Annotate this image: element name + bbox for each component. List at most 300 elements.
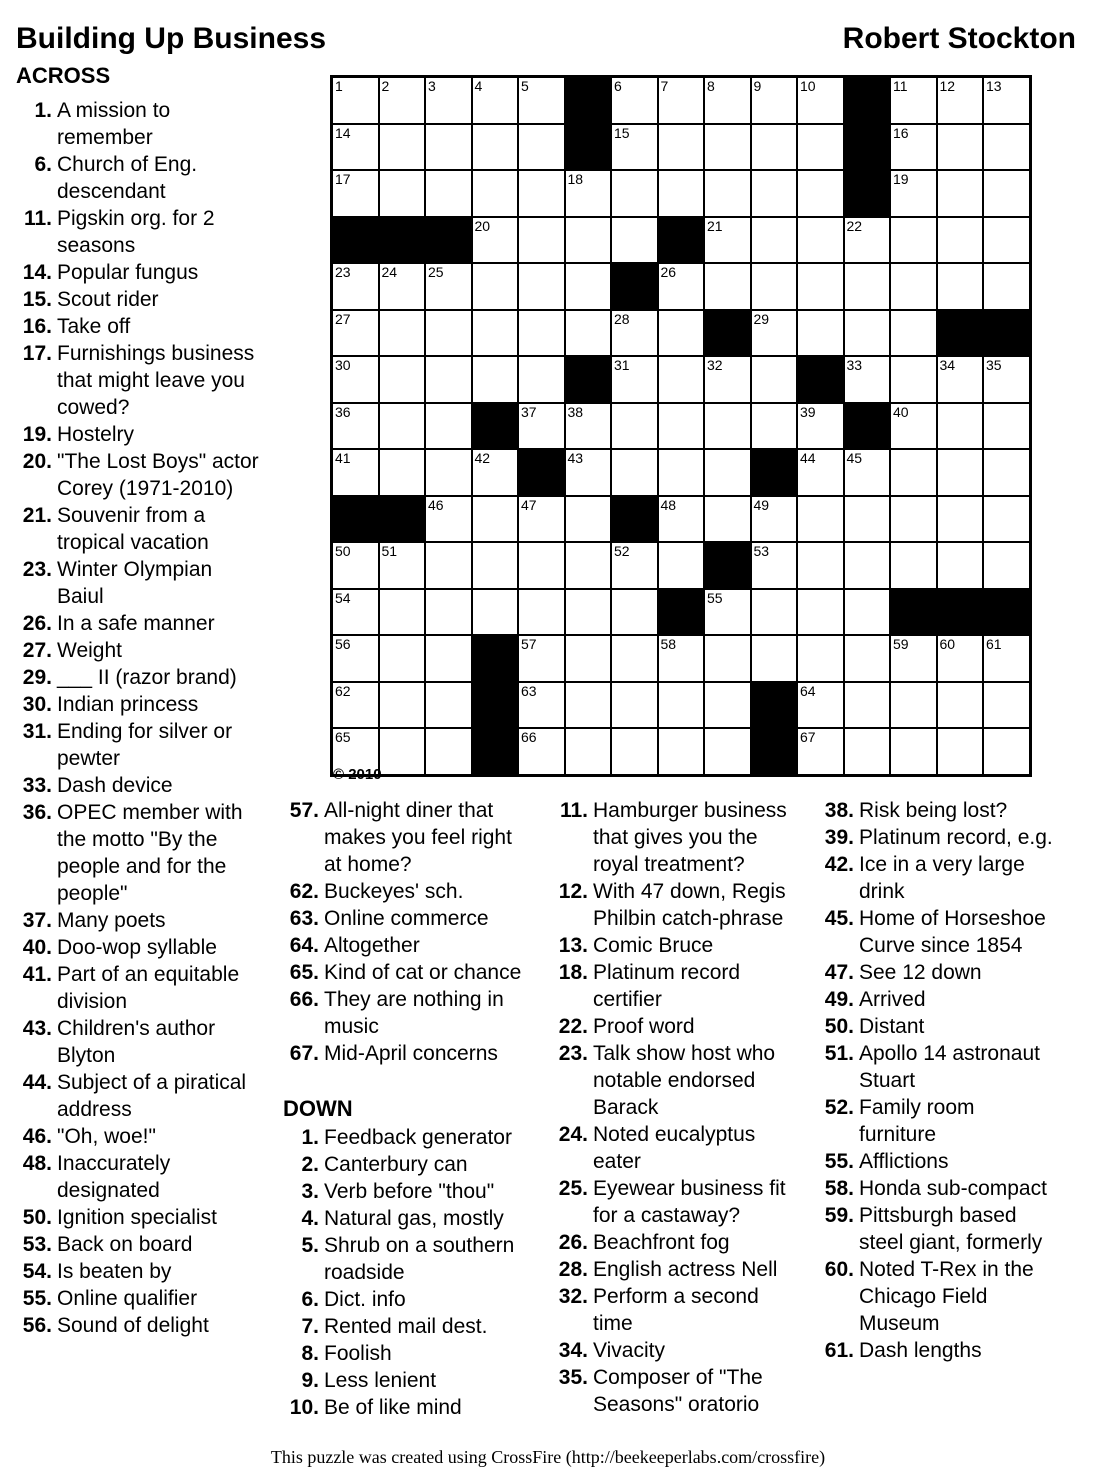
grid-cell[interactable] bbox=[658, 728, 705, 775]
grid-cell[interactable] bbox=[797, 77, 844, 124]
grid-cell[interactable] bbox=[983, 356, 1030, 403]
grid-cell[interactable] bbox=[425, 310, 472, 357]
grid-cell[interactable] bbox=[611, 77, 658, 124]
cell-number: 38 bbox=[567, 403, 584, 420]
clue-item bbox=[16, 205, 264, 259]
clue-number: 63. bbox=[289, 907, 319, 930]
clue-item bbox=[552, 959, 792, 1013]
grid-cell[interactable] bbox=[937, 682, 984, 729]
grid-cell[interactable] bbox=[425, 77, 472, 124]
clue-text: Platinum record, e.g. bbox=[859, 826, 1053, 849]
grid-cell[interactable] bbox=[472, 542, 519, 589]
grid-cell[interactable] bbox=[937, 263, 984, 310]
grid-cell[interactable] bbox=[658, 542, 705, 589]
grid-cell[interactable] bbox=[332, 449, 379, 496]
grid-cell[interactable] bbox=[751, 356, 798, 403]
cell-number: 58 bbox=[660, 636, 677, 652]
grid-cell[interactable] bbox=[937, 496, 984, 543]
cell-number: 33 bbox=[846, 357, 863, 373]
grid-cell[interactable] bbox=[890, 310, 937, 357]
clue-item bbox=[283, 1124, 533, 1151]
grid-cell[interactable] bbox=[332, 124, 379, 171]
grid-cell[interactable] bbox=[797, 217, 844, 264]
grid-cell-black bbox=[379, 217, 426, 264]
grid-cell[interactable] bbox=[751, 542, 798, 589]
clue-number: 26. bbox=[22, 612, 52, 635]
grid-cell[interactable] bbox=[565, 496, 612, 543]
grid-cell[interactable] bbox=[844, 310, 891, 357]
grid-cell[interactable] bbox=[704, 356, 751, 403]
grid-cell[interactable] bbox=[704, 635, 751, 682]
clue-number: 40. bbox=[22, 936, 52, 959]
grid-cell-black bbox=[425, 217, 472, 264]
clue-number: 15. bbox=[22, 288, 52, 311]
cell-number: 8 bbox=[707, 78, 715, 94]
grid-cell[interactable] bbox=[937, 728, 984, 775]
grid-cell[interactable] bbox=[472, 217, 519, 264]
grid-cell[interactable] bbox=[844, 542, 891, 589]
clue-text: Verb before "thou" bbox=[324, 1180, 495, 1203]
grid-cell[interactable] bbox=[751, 124, 798, 171]
clue-column-2 bbox=[283, 797, 533, 1421]
grid-cell[interactable] bbox=[332, 77, 379, 124]
clue-number: 44. bbox=[22, 1071, 52, 1094]
clue-text: Distant bbox=[859, 1015, 925, 1038]
grid-cell[interactable] bbox=[518, 217, 565, 264]
clue-number: 31. bbox=[22, 720, 52, 743]
grid-cell[interactable] bbox=[937, 542, 984, 589]
grid-cell[interactable] bbox=[425, 635, 472, 682]
grid-cell[interactable] bbox=[751, 589, 798, 636]
cell-number: 14 bbox=[335, 124, 351, 141]
cell-number: 52 bbox=[614, 543, 630, 559]
grid-cell[interactable] bbox=[332, 635, 379, 682]
clue-item bbox=[16, 1204, 264, 1231]
clue-item bbox=[818, 824, 1056, 851]
grid-cell[interactable] bbox=[472, 124, 519, 171]
grid-cell[interactable] bbox=[844, 635, 891, 682]
grid-cell[interactable] bbox=[425, 124, 472, 171]
grid-cell[interactable] bbox=[983, 124, 1030, 171]
grid-cell[interactable] bbox=[844, 496, 891, 543]
grid-cell[interactable] bbox=[704, 263, 751, 310]
grid-cell[interactable] bbox=[611, 217, 658, 264]
grid-cell[interactable] bbox=[797, 124, 844, 171]
grid-cell[interactable] bbox=[379, 635, 426, 682]
clue-number: 66. bbox=[289, 988, 319, 1011]
grid-cell[interactable] bbox=[890, 403, 937, 450]
cell-number: 45 bbox=[846, 450, 863, 466]
cell-number: 47 bbox=[521, 496, 537, 513]
clue-number: 11. bbox=[23, 207, 52, 230]
cell-number: 3 bbox=[428, 78, 436, 94]
grid-cell[interactable] bbox=[890, 449, 937, 496]
grid-cell[interactable] bbox=[937, 77, 984, 124]
grid-cell[interactable] bbox=[565, 310, 612, 357]
grid-cell[interactable] bbox=[704, 682, 751, 729]
clue-item bbox=[552, 1364, 792, 1418]
grid-cell[interactable] bbox=[565, 589, 612, 636]
grid-cell[interactable] bbox=[425, 263, 472, 310]
grid-cell[interactable] bbox=[379, 77, 426, 124]
grid-cell[interactable] bbox=[379, 310, 426, 357]
clue-item bbox=[818, 959, 1056, 986]
clue-item bbox=[16, 556, 264, 610]
grid-cell[interactable] bbox=[844, 217, 891, 264]
grid-cell[interactable] bbox=[937, 449, 984, 496]
clue-text: Ignition specialist bbox=[57, 1206, 217, 1229]
grid-cell[interactable] bbox=[611, 682, 658, 729]
clue-number: 3. bbox=[301, 1180, 319, 1203]
grid-cell[interactable] bbox=[751, 496, 798, 543]
grid-cell[interactable] bbox=[797, 263, 844, 310]
clue-text: Noted eucalyptus eater bbox=[593, 1123, 756, 1173]
grid-cell[interactable] bbox=[890, 728, 937, 775]
grid-cell[interactable] bbox=[332, 589, 379, 636]
author-name: Robert Stockton bbox=[842, 22, 1076, 55]
grid-cell[interactable] bbox=[472, 263, 519, 310]
grid-cell[interactable] bbox=[797, 589, 844, 636]
clue-number: 47. bbox=[824, 961, 854, 984]
cell-number: 51 bbox=[381, 543, 398, 559]
grid-cell[interactable] bbox=[890, 217, 937, 264]
grid-cell[interactable] bbox=[611, 310, 658, 357]
grid-cell[interactable] bbox=[379, 263, 426, 310]
grid-cell[interactable] bbox=[704, 728, 751, 775]
grid-cell[interactable] bbox=[518, 496, 565, 543]
grid-cell[interactable] bbox=[565, 263, 612, 310]
clue-text: Indian princess bbox=[57, 693, 199, 716]
grid-cell[interactable] bbox=[983, 263, 1030, 310]
grid-cell[interactable] bbox=[518, 682, 565, 729]
grid-cell[interactable] bbox=[844, 728, 891, 775]
grid-cell[interactable] bbox=[565, 449, 612, 496]
clue-item bbox=[16, 286, 264, 313]
clue-item bbox=[16, 907, 264, 934]
grid-cell[interactable] bbox=[751, 310, 798, 357]
cell-number: 49 bbox=[753, 496, 770, 513]
grid-cell-black bbox=[472, 728, 519, 775]
grid-cell[interactable] bbox=[983, 217, 1030, 264]
clue-text: Church of Eng. descendant bbox=[57, 153, 198, 203]
grid-cell[interactable] bbox=[983, 728, 1030, 775]
clue-item bbox=[818, 986, 1056, 1013]
cell-number: 5 bbox=[521, 78, 529, 94]
clue-text: Winter Olympian Baiul bbox=[57, 558, 213, 608]
grid-cell[interactable] bbox=[611, 589, 658, 636]
grid-cell[interactable] bbox=[937, 217, 984, 264]
grid-cell[interactable] bbox=[565, 728, 612, 775]
grid-cell[interactable] bbox=[844, 263, 891, 310]
grid-cell[interactable] bbox=[611, 403, 658, 450]
grid-cell[interactable] bbox=[704, 589, 751, 636]
grid-cell[interactable] bbox=[472, 310, 519, 357]
grid-cell[interactable] bbox=[658, 682, 705, 729]
grid-cell[interactable] bbox=[518, 263, 565, 310]
grid-cell[interactable] bbox=[937, 170, 984, 217]
grid-cell[interactable] bbox=[332, 403, 379, 450]
grid-cell[interactable] bbox=[797, 449, 844, 496]
grid-cell[interactable] bbox=[844, 449, 891, 496]
grid-cell[interactable] bbox=[704, 217, 751, 264]
grid-cell[interactable] bbox=[611, 170, 658, 217]
clue-number: 6. bbox=[34, 153, 52, 176]
grid-cell[interactable] bbox=[658, 170, 705, 217]
grid-cell[interactable] bbox=[518, 170, 565, 217]
grid-cell[interactable] bbox=[704, 403, 751, 450]
clue-text: Perform a second time bbox=[593, 1285, 759, 1335]
clue-number: 27. bbox=[22, 639, 52, 662]
grid-cell[interactable] bbox=[379, 449, 426, 496]
clue-text: Talk show host who notable endorsed Barack bbox=[593, 1042, 776, 1119]
grid-cell[interactable] bbox=[983, 403, 1030, 450]
grid-cell[interactable] bbox=[425, 589, 472, 636]
grid-cell[interactable] bbox=[565, 682, 612, 729]
grid-cell[interactable] bbox=[751, 403, 798, 450]
grid-cell[interactable] bbox=[611, 542, 658, 589]
grid-cell[interactable] bbox=[658, 263, 705, 310]
clue-item bbox=[16, 313, 264, 340]
cell-number: 64 bbox=[800, 682, 816, 699]
grid-cell[interactable] bbox=[704, 124, 751, 171]
clue-text: Rented mail dest. bbox=[324, 1315, 488, 1338]
clue-number: 7. bbox=[301, 1315, 319, 1338]
grid-cell[interactable] bbox=[890, 170, 937, 217]
grid-cell[interactable] bbox=[797, 310, 844, 357]
grid-cell[interactable] bbox=[332, 170, 379, 217]
grid-cell[interactable] bbox=[797, 682, 844, 729]
clue-number: 54. bbox=[22, 1260, 52, 1283]
cell-number: 21 bbox=[707, 217, 723, 234]
grid-cell[interactable] bbox=[379, 403, 426, 450]
grid-cell[interactable] bbox=[658, 635, 705, 682]
grid-cell[interactable] bbox=[704, 496, 751, 543]
clue-item bbox=[552, 1337, 792, 1364]
grid-cell-black bbox=[937, 589, 984, 636]
grid-cell[interactable] bbox=[658, 449, 705, 496]
grid-cell[interactable] bbox=[751, 263, 798, 310]
grid-cell[interactable] bbox=[332, 356, 379, 403]
grid-cell[interactable] bbox=[379, 124, 426, 171]
grid-cell[interactable] bbox=[518, 356, 565, 403]
clue-text: Be of like mind bbox=[324, 1396, 462, 1419]
grid-cell[interactable] bbox=[611, 124, 658, 171]
grid-cell-black bbox=[797, 356, 844, 403]
clue-text: ___ II (razor brand) bbox=[57, 666, 237, 689]
grid-cell[interactable] bbox=[518, 403, 565, 450]
clue-item bbox=[16, 1312, 264, 1339]
clue-number: 21. bbox=[22, 504, 52, 527]
clue-number: 62. bbox=[289, 880, 319, 903]
grid-cell[interactable] bbox=[518, 124, 565, 171]
grid-cell[interactable] bbox=[890, 682, 937, 729]
grid-cell[interactable] bbox=[425, 496, 472, 543]
grid-cell[interactable] bbox=[844, 356, 891, 403]
grid-cell[interactable] bbox=[518, 77, 565, 124]
grid-cell[interactable] bbox=[332, 310, 379, 357]
grid-cell[interactable] bbox=[890, 542, 937, 589]
grid-cell[interactable] bbox=[379, 542, 426, 589]
grid-cell[interactable] bbox=[611, 728, 658, 775]
grid-cell[interactable] bbox=[890, 77, 937, 124]
grid-cell[interactable] bbox=[658, 310, 705, 357]
grid-cell[interactable] bbox=[983, 170, 1030, 217]
grid-cell[interactable] bbox=[797, 170, 844, 217]
grid-cell[interactable] bbox=[751, 217, 798, 264]
grid-cell[interactable] bbox=[797, 403, 844, 450]
clue-number: 4. bbox=[301, 1207, 319, 1230]
grid-cell[interactable] bbox=[658, 124, 705, 171]
grid-cell[interactable] bbox=[379, 170, 426, 217]
grid-cell[interactable] bbox=[890, 124, 937, 171]
clue-number: 18. bbox=[558, 961, 588, 984]
cell-number: 28 bbox=[614, 310, 630, 327]
clue-text: All-night diner that makes you feel right at home? bbox=[324, 799, 512, 876]
grid-cell[interactable] bbox=[983, 77, 1030, 124]
grid-cell[interactable] bbox=[518, 310, 565, 357]
grid-cell[interactable] bbox=[844, 682, 891, 729]
cell-number: 56 bbox=[335, 636, 351, 652]
grid-cell[interactable] bbox=[472, 449, 519, 496]
clue-item bbox=[16, 502, 264, 556]
clue-item bbox=[818, 1013, 1056, 1040]
clue-text: Weight bbox=[57, 639, 122, 662]
grid-cell[interactable] bbox=[518, 635, 565, 682]
grid-cell[interactable] bbox=[472, 496, 519, 543]
grid-cell[interactable] bbox=[983, 496, 1030, 543]
grid-cell[interactable] bbox=[472, 589, 519, 636]
grid-cell[interactable] bbox=[890, 356, 937, 403]
cell-number: 57 bbox=[521, 636, 537, 652]
grid-cell[interactable] bbox=[565, 542, 612, 589]
clue-number: 14. bbox=[22, 261, 52, 284]
grid-cell[interactable] bbox=[937, 124, 984, 171]
cell-number: 25 bbox=[428, 264, 444, 280]
grid-cell[interactable] bbox=[751, 170, 798, 217]
grid-cell[interactable] bbox=[425, 170, 472, 217]
clue-text: Vivacity bbox=[593, 1339, 665, 1362]
clue-item bbox=[16, 340, 264, 421]
clue-text: Dash device bbox=[57, 774, 173, 797]
grid-cell[interactable] bbox=[518, 728, 565, 775]
cell-number: 2 bbox=[381, 78, 390, 94]
grid-cell[interactable] bbox=[379, 728, 426, 775]
grid-cell[interactable] bbox=[611, 449, 658, 496]
copyright-notice: © 2010 bbox=[333, 766, 382, 783]
grid-cell[interactable] bbox=[425, 682, 472, 729]
grid-cell[interactable] bbox=[937, 403, 984, 450]
grid-cell[interactable] bbox=[379, 589, 426, 636]
grid-cell[interactable] bbox=[704, 77, 751, 124]
grid-cell[interactable] bbox=[472, 170, 519, 217]
grid-cell-black bbox=[611, 263, 658, 310]
grid-cell[interactable] bbox=[565, 217, 612, 264]
grid-cell[interactable] bbox=[425, 403, 472, 450]
clue-number: 39. bbox=[824, 826, 854, 849]
grid-cell[interactable] bbox=[704, 449, 751, 496]
grid-cell[interactable] bbox=[704, 170, 751, 217]
grid-cell[interactable] bbox=[937, 635, 984, 682]
grid-cell[interactable] bbox=[937, 356, 984, 403]
grid-cell[interactable] bbox=[425, 728, 472, 775]
clue-text: Mid-April concerns bbox=[324, 1042, 498, 1065]
grid-cell[interactable] bbox=[611, 356, 658, 403]
cell-number: 13 bbox=[986, 78, 1002, 94]
grid-cell[interactable] bbox=[658, 496, 705, 543]
clue-item bbox=[283, 878, 533, 905]
cell-number: 37 bbox=[521, 403, 537, 420]
grid-cell[interactable] bbox=[379, 682, 426, 729]
grid-cell[interactable] bbox=[797, 496, 844, 543]
grid-cell[interactable] bbox=[890, 496, 937, 543]
grid-cell[interactable] bbox=[751, 77, 798, 124]
grid-cell-black bbox=[751, 728, 798, 775]
clue-item bbox=[16, 97, 264, 151]
grid-cell[interactable] bbox=[658, 77, 705, 124]
clue-text: Take off bbox=[57, 315, 131, 338]
grid-cell[interactable] bbox=[844, 589, 891, 636]
grid-cell[interactable] bbox=[983, 635, 1030, 682]
grid-cell[interactable] bbox=[565, 403, 612, 450]
clue-item bbox=[16, 259, 264, 286]
grid-cell[interactable] bbox=[518, 589, 565, 636]
clue-item bbox=[283, 1151, 533, 1178]
grid-cell[interactable] bbox=[518, 542, 565, 589]
cell-number: 66 bbox=[521, 729, 537, 745]
grid-cell[interactable] bbox=[611, 635, 658, 682]
grid-cell[interactable] bbox=[332, 542, 379, 589]
grid-cell[interactable] bbox=[425, 356, 472, 403]
grid-cell[interactable] bbox=[983, 449, 1030, 496]
grid-cell[interactable] bbox=[425, 449, 472, 496]
clue-number: 64. bbox=[289, 934, 319, 957]
grid-cell[interactable] bbox=[797, 542, 844, 589]
clue-item bbox=[283, 1040, 533, 1067]
clue-number: 32. bbox=[558, 1285, 588, 1308]
grid-cell[interactable] bbox=[890, 263, 937, 310]
grid-cell-black bbox=[472, 635, 519, 682]
grid-cell[interactable] bbox=[565, 635, 612, 682]
grid-cell[interactable] bbox=[472, 77, 519, 124]
grid-cell[interactable] bbox=[751, 635, 798, 682]
cell-number: 10 bbox=[800, 78, 816, 94]
grid-cell[interactable] bbox=[983, 682, 1030, 729]
grid-cell[interactable] bbox=[797, 728, 844, 775]
clue-item bbox=[283, 1178, 533, 1205]
clue-text: Souvenir from a tropical vacation bbox=[57, 504, 209, 554]
grid-cell[interactable] bbox=[797, 635, 844, 682]
grid-cell[interactable] bbox=[379, 356, 426, 403]
grid-cell[interactable] bbox=[890, 635, 937, 682]
clue-text: Comic Bruce bbox=[593, 934, 714, 957]
grid-cell[interactable] bbox=[425, 542, 472, 589]
grid-cell[interactable] bbox=[983, 542, 1030, 589]
grid-cell-black bbox=[472, 682, 519, 729]
grid-cell[interactable] bbox=[658, 356, 705, 403]
clue-number: 35. bbox=[558, 1366, 588, 1389]
cell-number: 63 bbox=[521, 682, 537, 699]
cell-number: 41 bbox=[335, 450, 351, 466]
clue-text: Ice in a very large drink bbox=[859, 853, 1025, 903]
grid-cell-black bbox=[472, 403, 519, 450]
grid-cell[interactable] bbox=[472, 356, 519, 403]
grid-cell[interactable] bbox=[332, 263, 379, 310]
grid-cell[interactable] bbox=[332, 682, 379, 729]
clue-number: 26. bbox=[558, 1231, 588, 1254]
grid-cell[interactable] bbox=[658, 403, 705, 450]
clue-number: 51. bbox=[824, 1042, 854, 1065]
grid-cell[interactable] bbox=[565, 170, 612, 217]
